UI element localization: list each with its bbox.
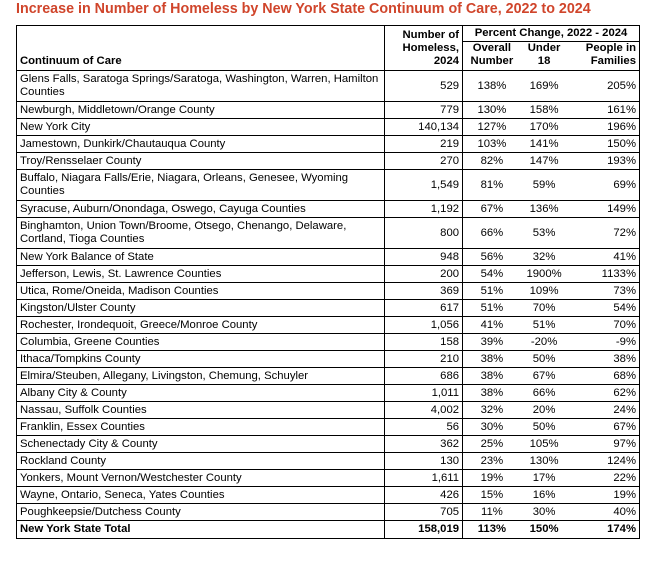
cell-under-18: 170% [521, 119, 568, 136]
cell-under-18: 150% [521, 521, 568, 539]
cell-families: 1133% [567, 266, 639, 283]
cell-families: 73% [567, 283, 639, 300]
cell-number: 948 [384, 249, 462, 266]
cell-overall: 56% [463, 249, 521, 266]
table-row [17, 170, 640, 201]
cell-families: 205% [567, 71, 639, 102]
cell-continuum: Newburgh, Middletown/Orange County [17, 102, 385, 119]
cell-overall: 103% [463, 136, 521, 153]
header-continuum: Continuum of Care [17, 26, 385, 71]
header-number: Number of Homeless, 2024 [384, 26, 462, 71]
cell-overall: 41% [463, 317, 521, 334]
cell-continuum: Troy/Rensselaer County [17, 153, 385, 170]
cell-continuum: Kingston/Ulster County [17, 300, 385, 317]
cell-number: 200 [384, 266, 462, 283]
cell-under-18: 141% [521, 136, 568, 153]
cell-overall: 23% [463, 453, 521, 470]
cell-overall: 51% [463, 283, 521, 300]
table-row [17, 283, 640, 300]
cell-overall: 38% [463, 368, 521, 385]
cell-under-18: 20% [521, 402, 568, 419]
cell-families: 97% [567, 436, 639, 453]
cell-under-18: 32% [521, 249, 568, 266]
cell-continuum: Rochester, Irondequoit, Greece/Monroe County [17, 317, 385, 334]
cell-families: 62% [567, 385, 639, 402]
cell-families: 196% [567, 119, 639, 136]
cell-continuum: Ithaca/Tompkins County [17, 351, 385, 368]
cell-continuum: Glens Falls, Saratoga Springs/Saratoga, Washington, Warren, Hamilton Counties [17, 71, 385, 102]
table-row [17, 334, 640, 351]
cell-families: 38% [567, 351, 639, 368]
cell-overall: 19% [463, 470, 521, 487]
cell-overall: 32% [463, 402, 521, 419]
table-row [17, 436, 640, 453]
table-row [17, 504, 640, 521]
cell-number: 4,002 [384, 402, 462, 419]
cell-number: 158,019 [384, 521, 462, 539]
cell-continuum: Rockland County [17, 453, 385, 470]
cell-continuum: New York State Total [17, 521, 385, 539]
cell-continuum: Albany City & County [17, 385, 385, 402]
table-row [17, 487, 640, 504]
cell-families: 174% [567, 521, 639, 539]
cell-overall: 15% [463, 487, 521, 504]
table-row [17, 102, 640, 119]
cell-overall: 138% [463, 71, 521, 102]
cell-continuum: Buffalo, Niagara Falls/Erie, Niagara, Orleans, Genesee, Wyoming Counties [17, 170, 385, 201]
cell-overall: 30% [463, 419, 521, 436]
cell-number: 1,192 [384, 201, 462, 218]
cell-families: 72% [567, 218, 639, 249]
cell-under-18: 70% [521, 300, 568, 317]
cell-overall: 38% [463, 385, 521, 402]
cell-continuum: Utica, Rome/Oneida, Madison Counties [17, 283, 385, 300]
cell-continuum: Schenectady City & County [17, 436, 385, 453]
cell-overall: 113% [463, 521, 521, 539]
cell-overall: 38% [463, 351, 521, 368]
table-row [17, 201, 640, 218]
cell-overall: 11% [463, 504, 521, 521]
cell-number: 1,611 [384, 470, 462, 487]
cell-under-18: 130% [521, 453, 568, 470]
header-families: People in Families [567, 42, 639, 71]
cell-number: 779 [384, 102, 462, 119]
cell-families: 40% [567, 504, 639, 521]
table-row [17, 71, 640, 102]
cell-families: 69% [567, 170, 639, 201]
cell-under-18: 50% [521, 351, 568, 368]
cell-overall: 51% [463, 300, 521, 317]
cell-families: 70% [567, 317, 639, 334]
cell-under-18: 53% [521, 218, 568, 249]
cell-overall: 66% [463, 218, 521, 249]
cell-continuum: Franklin, Essex Counties [17, 419, 385, 436]
cell-number: 686 [384, 368, 462, 385]
cell-families: 68% [567, 368, 639, 385]
cell-overall: 130% [463, 102, 521, 119]
cell-under-18: -20% [521, 334, 568, 351]
table-row [17, 218, 640, 249]
table-row [17, 470, 640, 487]
cell-families: 193% [567, 153, 639, 170]
cell-overall: 82% [463, 153, 521, 170]
cell-continuum: Jamestown, Dunkirk/Chautauqua County [17, 136, 385, 153]
cell-families: 124% [567, 453, 639, 470]
cell-number: 270 [384, 153, 462, 170]
cell-families: 150% [567, 136, 639, 153]
table-row [17, 419, 640, 436]
header-percent-change: Percent Change, 2022 - 2024 [463, 26, 640, 42]
cell-continuum: Binghamton, Union Town/Broome, Otsego, Chenango, Delaware, Cortland, Tioga Counties [17, 218, 385, 249]
cell-families: 24% [567, 402, 639, 419]
cell-continuum: Poughkeepsie/Dutchess County [17, 504, 385, 521]
cell-under-18: 147% [521, 153, 568, 170]
cell-number: 140,134 [384, 119, 462, 136]
cell-number: 362 [384, 436, 462, 453]
cell-families: 41% [567, 249, 639, 266]
table-body [17, 71, 640, 539]
cell-number: 529 [384, 71, 462, 102]
cell-continuum: Jefferson, Lewis, St. Lawrence Counties [17, 266, 385, 283]
total-row [17, 521, 640, 539]
cell-under-18: 109% [521, 283, 568, 300]
cell-under-18: 16% [521, 487, 568, 504]
cell-families: 67% [567, 419, 639, 436]
cell-families: -9% [567, 334, 639, 351]
cell-number: 617 [384, 300, 462, 317]
table-row [17, 351, 640, 368]
cell-overall: 81% [463, 170, 521, 201]
cell-families: 22% [567, 470, 639, 487]
cell-under-18: 66% [521, 385, 568, 402]
table-row [17, 119, 640, 136]
cell-continuum: Elmira/Steuben, Allegany, Livingston, Chemung, Schuyler [17, 368, 385, 385]
cell-overall: 54% [463, 266, 521, 283]
table-row [17, 385, 640, 402]
table-row [17, 317, 640, 334]
cell-under-18: 50% [521, 419, 568, 436]
header-overall: Overall Number [463, 42, 521, 71]
cell-number: 56 [384, 419, 462, 436]
table-row [17, 402, 640, 419]
cell-under-18: 51% [521, 317, 568, 334]
cell-number: 219 [384, 136, 462, 153]
cell-overall: 67% [463, 201, 521, 218]
table-row [17, 249, 640, 266]
table-row [17, 153, 640, 170]
cell-under-18: 169% [521, 71, 568, 102]
cell-overall: 127% [463, 119, 521, 136]
cell-under-18: 1900% [521, 266, 568, 283]
table-title: Increase in Number of Homeless by New York State Continuum of Care, 2022 to 2024 [16, 1, 591, 17]
table-row [17, 136, 640, 153]
cell-overall: 25% [463, 436, 521, 453]
homeless-table [16, 25, 640, 539]
cell-continuum: New York City [17, 119, 385, 136]
cell-families: 149% [567, 201, 639, 218]
cell-number: 426 [384, 487, 462, 504]
cell-overall: 39% [463, 334, 521, 351]
cell-number: 1,056 [384, 317, 462, 334]
cell-continuum: New York Balance of State [17, 249, 385, 266]
cell-families: 161% [567, 102, 639, 119]
table-row [17, 266, 640, 283]
header-under-18: Under 18 [521, 42, 568, 71]
cell-continuum: Syracuse, Auburn/Onondaga, Oswego, Cayuga Counties [17, 201, 385, 218]
cell-under-18: 17% [521, 470, 568, 487]
cell-continuum: Nassau, Suffolk Counties [17, 402, 385, 419]
cell-number: 158 [384, 334, 462, 351]
cell-under-18: 59% [521, 170, 568, 201]
cell-number: 130 [384, 453, 462, 470]
cell-number: 369 [384, 283, 462, 300]
cell-continuum: Wayne, Ontario, Seneca, Yates Counties [17, 487, 385, 504]
table-row [17, 300, 640, 317]
cell-number: 1,549 [384, 170, 462, 201]
cell-continuum: Columbia, Greene Counties [17, 334, 385, 351]
cell-under-18: 67% [521, 368, 568, 385]
cell-number: 1,011 [384, 385, 462, 402]
cell-under-18: 30% [521, 504, 568, 521]
cell-under-18: 105% [521, 436, 568, 453]
table-row [17, 368, 640, 385]
cell-number: 800 [384, 218, 462, 249]
cell-number: 210 [384, 351, 462, 368]
cell-families: 54% [567, 300, 639, 317]
table-row [17, 453, 640, 470]
cell-under-18: 136% [521, 201, 568, 218]
cell-continuum: Yonkers, Mount Vernon/Westchester County [17, 470, 385, 487]
cell-under-18: 158% [521, 102, 568, 119]
cell-number: 705 [384, 504, 462, 521]
cell-families: 19% [567, 487, 639, 504]
